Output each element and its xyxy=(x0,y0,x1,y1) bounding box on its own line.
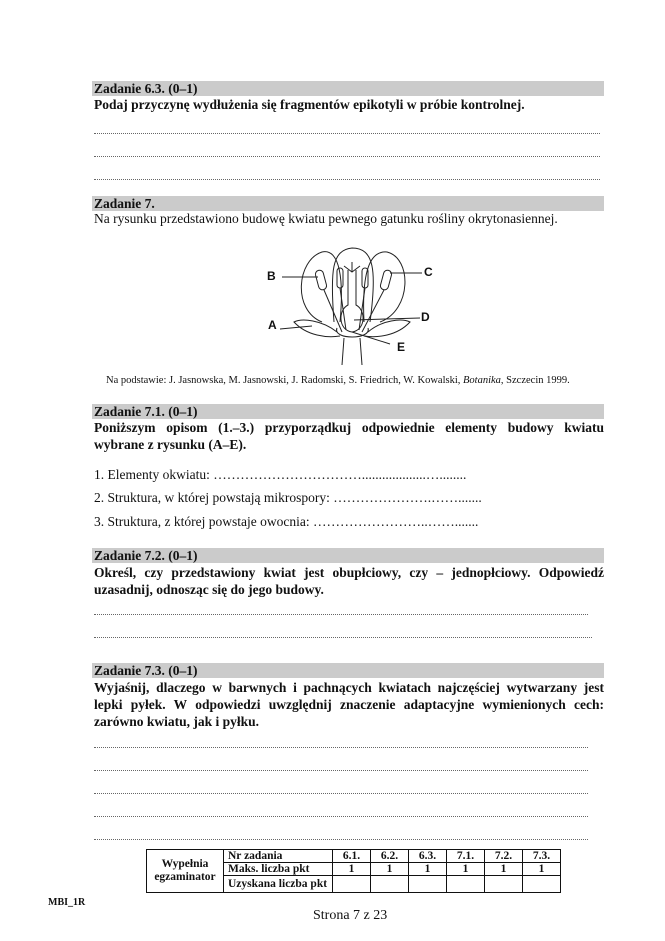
obtained-points-cell[interactable] xyxy=(371,876,409,893)
label-c: C xyxy=(424,265,433,279)
row-label-obtained-points: Uzyskana liczba pkt xyxy=(224,876,333,893)
obtained-points-cell[interactable] xyxy=(333,876,371,893)
answer-item-2[interactable]: 2. Struktura, w której powstają mikrospory: ………………….……....... xyxy=(94,490,482,505)
task-6-3-header: Zadanie 6.3. (0–1) xyxy=(92,81,604,96)
max-points: 1 xyxy=(485,863,523,876)
task-7-3-question: Wyjaśnij, dlaczego w barwnych i pachnących kwiatach najczęściej wytwarzany jest lepki pyłek. W odpowiedzi uwzględnij znaczenie adaptacyjne wymienionych cech: zarówno kwiatu, jak i pyłku. xyxy=(94,680,604,729)
answer-line[interactable] xyxy=(94,816,588,817)
label-a: A xyxy=(268,318,277,332)
label-e: E xyxy=(397,340,406,354)
task-no: 7.3. xyxy=(523,850,561,863)
max-points: 1 xyxy=(447,863,485,876)
task-7-intro: Na rysunku przedstawiono budowę kwiatu pewnego gatunku rośliny okrytonasiennej. xyxy=(94,211,558,226)
flower-diagram xyxy=(262,240,442,365)
obtained-points-cell[interactable] xyxy=(447,876,485,893)
obtained-points-cell[interactable] xyxy=(409,876,447,893)
label-b: B xyxy=(267,269,276,283)
obtained-points-cell[interactable] xyxy=(485,876,523,893)
answer-line[interactable] xyxy=(94,179,600,180)
examiner-label: Wypełnia egzaminator xyxy=(147,850,224,893)
score-table xyxy=(146,849,561,893)
task-7-3-header: Zadanie 7.3. (0–1) xyxy=(92,663,604,678)
answer-line[interactable] xyxy=(94,133,600,134)
task-7-1-question: Poniższym opisom (1.–3.) przyporządkuj odpowiednie elementy budowy kwiatu wybrane z rysunku (A–E). xyxy=(94,420,604,452)
task-no: 7.1. xyxy=(447,850,485,863)
task-no: 6.1. xyxy=(333,850,371,863)
task-7-2-header: Zadanie 7.2. (0–1) xyxy=(92,548,604,563)
answer-item-3[interactable]: 3. Struktura, z której powstaje owocnia: ……………………..……....... xyxy=(94,514,479,529)
figure-source: Na podstawie: J. Jasnowska, M. Jasnowski, J. Radomski, S. Friedrich, W. Kowalski, Botanika, Szczecin 1999. xyxy=(106,375,570,386)
max-points: 1 xyxy=(409,863,447,876)
answer-line[interactable] xyxy=(94,614,588,615)
task-no: 7.2. xyxy=(485,850,523,863)
answer-line[interactable] xyxy=(94,839,588,840)
exam-code: MBI_1R xyxy=(48,897,86,908)
obtained-points-cell[interactable] xyxy=(523,876,561,893)
row-label-task-no: Nr zadania xyxy=(224,850,333,863)
answer-item-1[interactable]: 1. Elementy okwiatu: ……………………………...................…........ xyxy=(94,467,467,482)
task-7-2-question: Określ, czy przedstawiony kwiat jest obupłciowy, czy – jednopłciowy. Odpowiedź uzasadnij, odnosząc się do jego budowy. xyxy=(94,565,604,597)
task-6-3-question: Podaj przyczynę wydłużenia się fragmentów epikotyli w próbie kontrolnej. xyxy=(94,97,525,112)
task-7-header: Zadanie 7. xyxy=(92,196,604,211)
answer-line[interactable] xyxy=(94,156,600,157)
max-points: 1 xyxy=(333,863,371,876)
answer-line[interactable] xyxy=(94,747,588,748)
task-no: 6.3. xyxy=(409,850,447,863)
page-number: Strona 7 z 23 xyxy=(313,908,388,923)
row-label-max-points: Maks. liczba pkt xyxy=(224,863,333,876)
task-no: 6.2. xyxy=(371,850,409,863)
max-points: 1 xyxy=(371,863,409,876)
label-d: D xyxy=(421,310,430,324)
answer-line[interactable] xyxy=(94,793,588,794)
max-points: 1 xyxy=(523,863,561,876)
answer-line[interactable] xyxy=(94,637,592,638)
task-7-1-header: Zadanie 7.1. (0–1) xyxy=(92,404,604,419)
answer-line[interactable] xyxy=(94,770,588,771)
